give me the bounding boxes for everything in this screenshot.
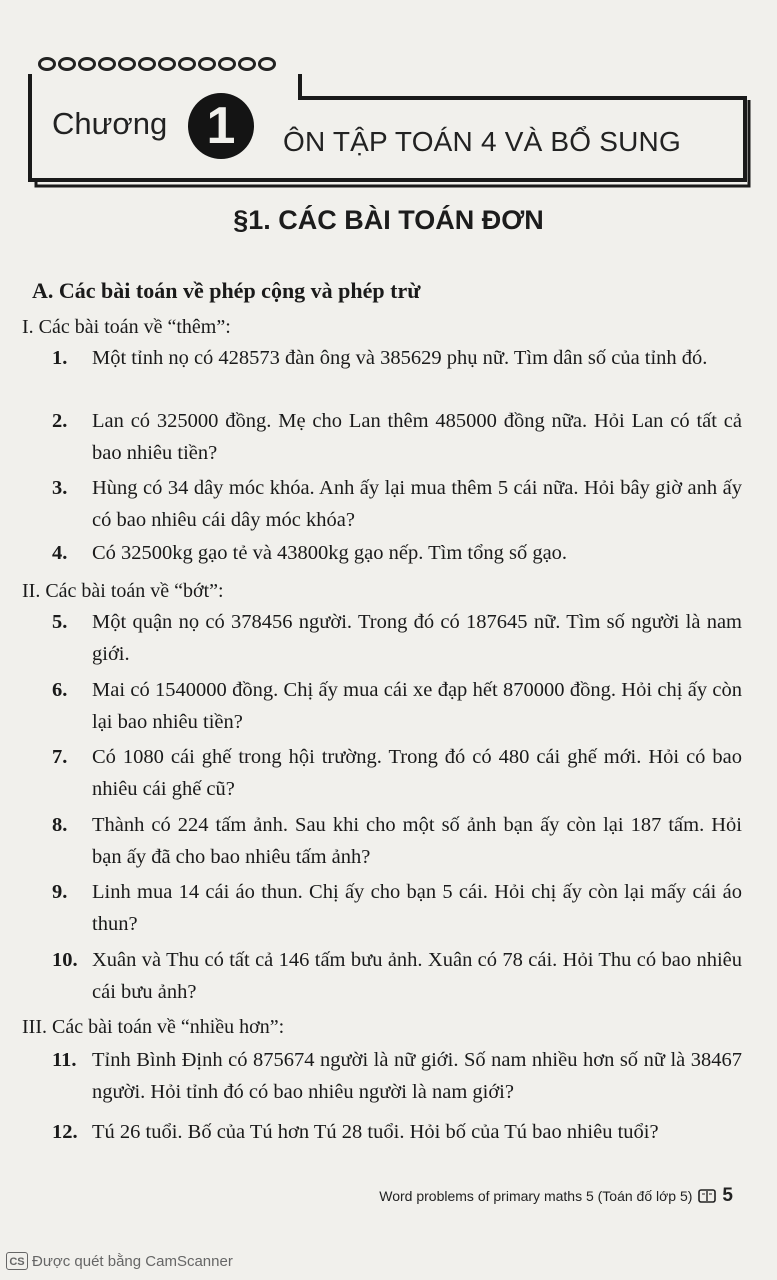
problem-item xyxy=(52,342,742,374)
problem-item xyxy=(52,809,742,873)
section-title: §1. CÁC BÀI TOÁN ĐƠN xyxy=(233,205,544,235)
problem-number: 3. xyxy=(52,477,68,499)
subsection-heading-2: II. Các bài toán về “bớt”: xyxy=(22,580,224,602)
problem-number: 1. xyxy=(52,347,68,369)
problem-text: Hùng có 34 dây móc khóa. Anh ấy lại mua thêm 5 cái nữa. Hỏi bây giờ anh ấy có bao nhiêu cái dây móc khóa? xyxy=(92,477,742,531)
problem-number: 4. xyxy=(52,542,68,564)
problem-number: 12. xyxy=(52,1121,78,1143)
problem-text: Tỉnh Bình Định có 875674 người là nữ giới. Số nam nhiều hơn số nữ là 38467 người. Hỏi tỉnh đó có bao nhiêu người là nam giới? xyxy=(92,1049,742,1103)
subsection-heading-3: III. Các bài toán về “nhiều hơn”: xyxy=(22,1016,285,1038)
problem-item xyxy=(52,472,742,536)
book-icon xyxy=(698,1189,716,1203)
problem-text: Tú 26 tuổi. Bố của Tú hơn Tú 28 tuổi. Hỏi bố của Tú bao nhiêu tuổi? xyxy=(92,1121,659,1143)
chapter-label: Chương xyxy=(52,106,168,141)
problem-text: Thành có 224 tấm ảnh. Sau khi cho một số ảnh bạn ấy còn lại 187 tấm. Hỏi bạn ấy đã cho bao nhiêu tấm ảnh? xyxy=(92,814,742,868)
scanner-watermark xyxy=(6,1252,233,1270)
problem-number: 11. xyxy=(52,1049,77,1071)
problem-text: Mai có 1540000 đồng. Chị ấy mua cái xe đạp hết 870000 đồng. Hỏi chị ấy còn lại bao nhiêu tiền? xyxy=(92,679,742,733)
problem-text: Có 1080 cái ghế trong hội trường. Trong đó có 480 cái ghế mới. Hỏi có bao nhiêu cái ghế cũ? xyxy=(92,746,742,800)
problem-item xyxy=(52,606,742,670)
watermark-text: Được quét bằng CamScanner xyxy=(32,1252,233,1270)
problem-item xyxy=(52,1044,742,1108)
problem-text: Lan có 325000 đồng. Mẹ cho Lan thêm 485000 đồng nữa. Hỏi Lan có tất cả bao nhiêu tiền? xyxy=(92,410,742,464)
footer-book-title: Word problems of primary maths 5 (Toán đố lớp 5) xyxy=(379,1188,693,1204)
problem-item xyxy=(52,1116,742,1148)
page-footer xyxy=(379,1185,733,1207)
problem-number: 6. xyxy=(52,679,68,701)
problem-item xyxy=(52,405,742,469)
problem-number: 10. xyxy=(52,949,78,971)
problem-text: Có 32500kg gạo tẻ và 43800kg gạo nếp. Tìm tổng số gạo. xyxy=(92,542,568,564)
problem-number: 2. xyxy=(52,410,68,432)
problem-item xyxy=(52,876,742,940)
problem-number: 7. xyxy=(52,746,68,768)
problem-item xyxy=(52,741,742,805)
binder-rings-decoration xyxy=(38,57,276,71)
subsection-heading-1: I. Các bài toán về “thêm”: xyxy=(22,316,231,338)
problem-number: 9. xyxy=(52,881,68,903)
problem-text: Xuân và Thu có tất cả 146 tấm bưu ảnh. Xuân có 78 cái. Hỏi Thu có bao nhiêu cái bưu ảnh? xyxy=(92,949,742,1003)
problem-item xyxy=(52,944,742,1008)
chapter-number: 1 xyxy=(188,93,254,159)
problem-item xyxy=(52,537,742,569)
camscanner-logo-icon: CS xyxy=(6,1252,28,1270)
page-number: 5 xyxy=(722,1185,733,1206)
part-a-heading: A. Các bài toán về phép cộng và phép trừ xyxy=(32,278,421,303)
chapter-title: ÔN TẬP TOÁN 4 VÀ BỔ SUNG xyxy=(283,126,681,157)
problem-number: 8. xyxy=(52,814,68,836)
problem-text: Một tỉnh nọ có 428573 đàn ông và 385629 phụ nữ. Tìm dân số của tỉnh đó. xyxy=(92,347,708,369)
problem-text: Linh mua 14 cái áo thun. Chị ấy cho bạn 5 cái. Hỏi chị ấy còn lại mấy cái áo thun? xyxy=(92,881,742,935)
problem-number: 5. xyxy=(52,611,68,633)
problem-item xyxy=(52,674,742,738)
problem-text: Một quận nọ có 378456 người. Trong đó có 187645 nữ. Tìm số người là nam giới. xyxy=(92,611,742,665)
